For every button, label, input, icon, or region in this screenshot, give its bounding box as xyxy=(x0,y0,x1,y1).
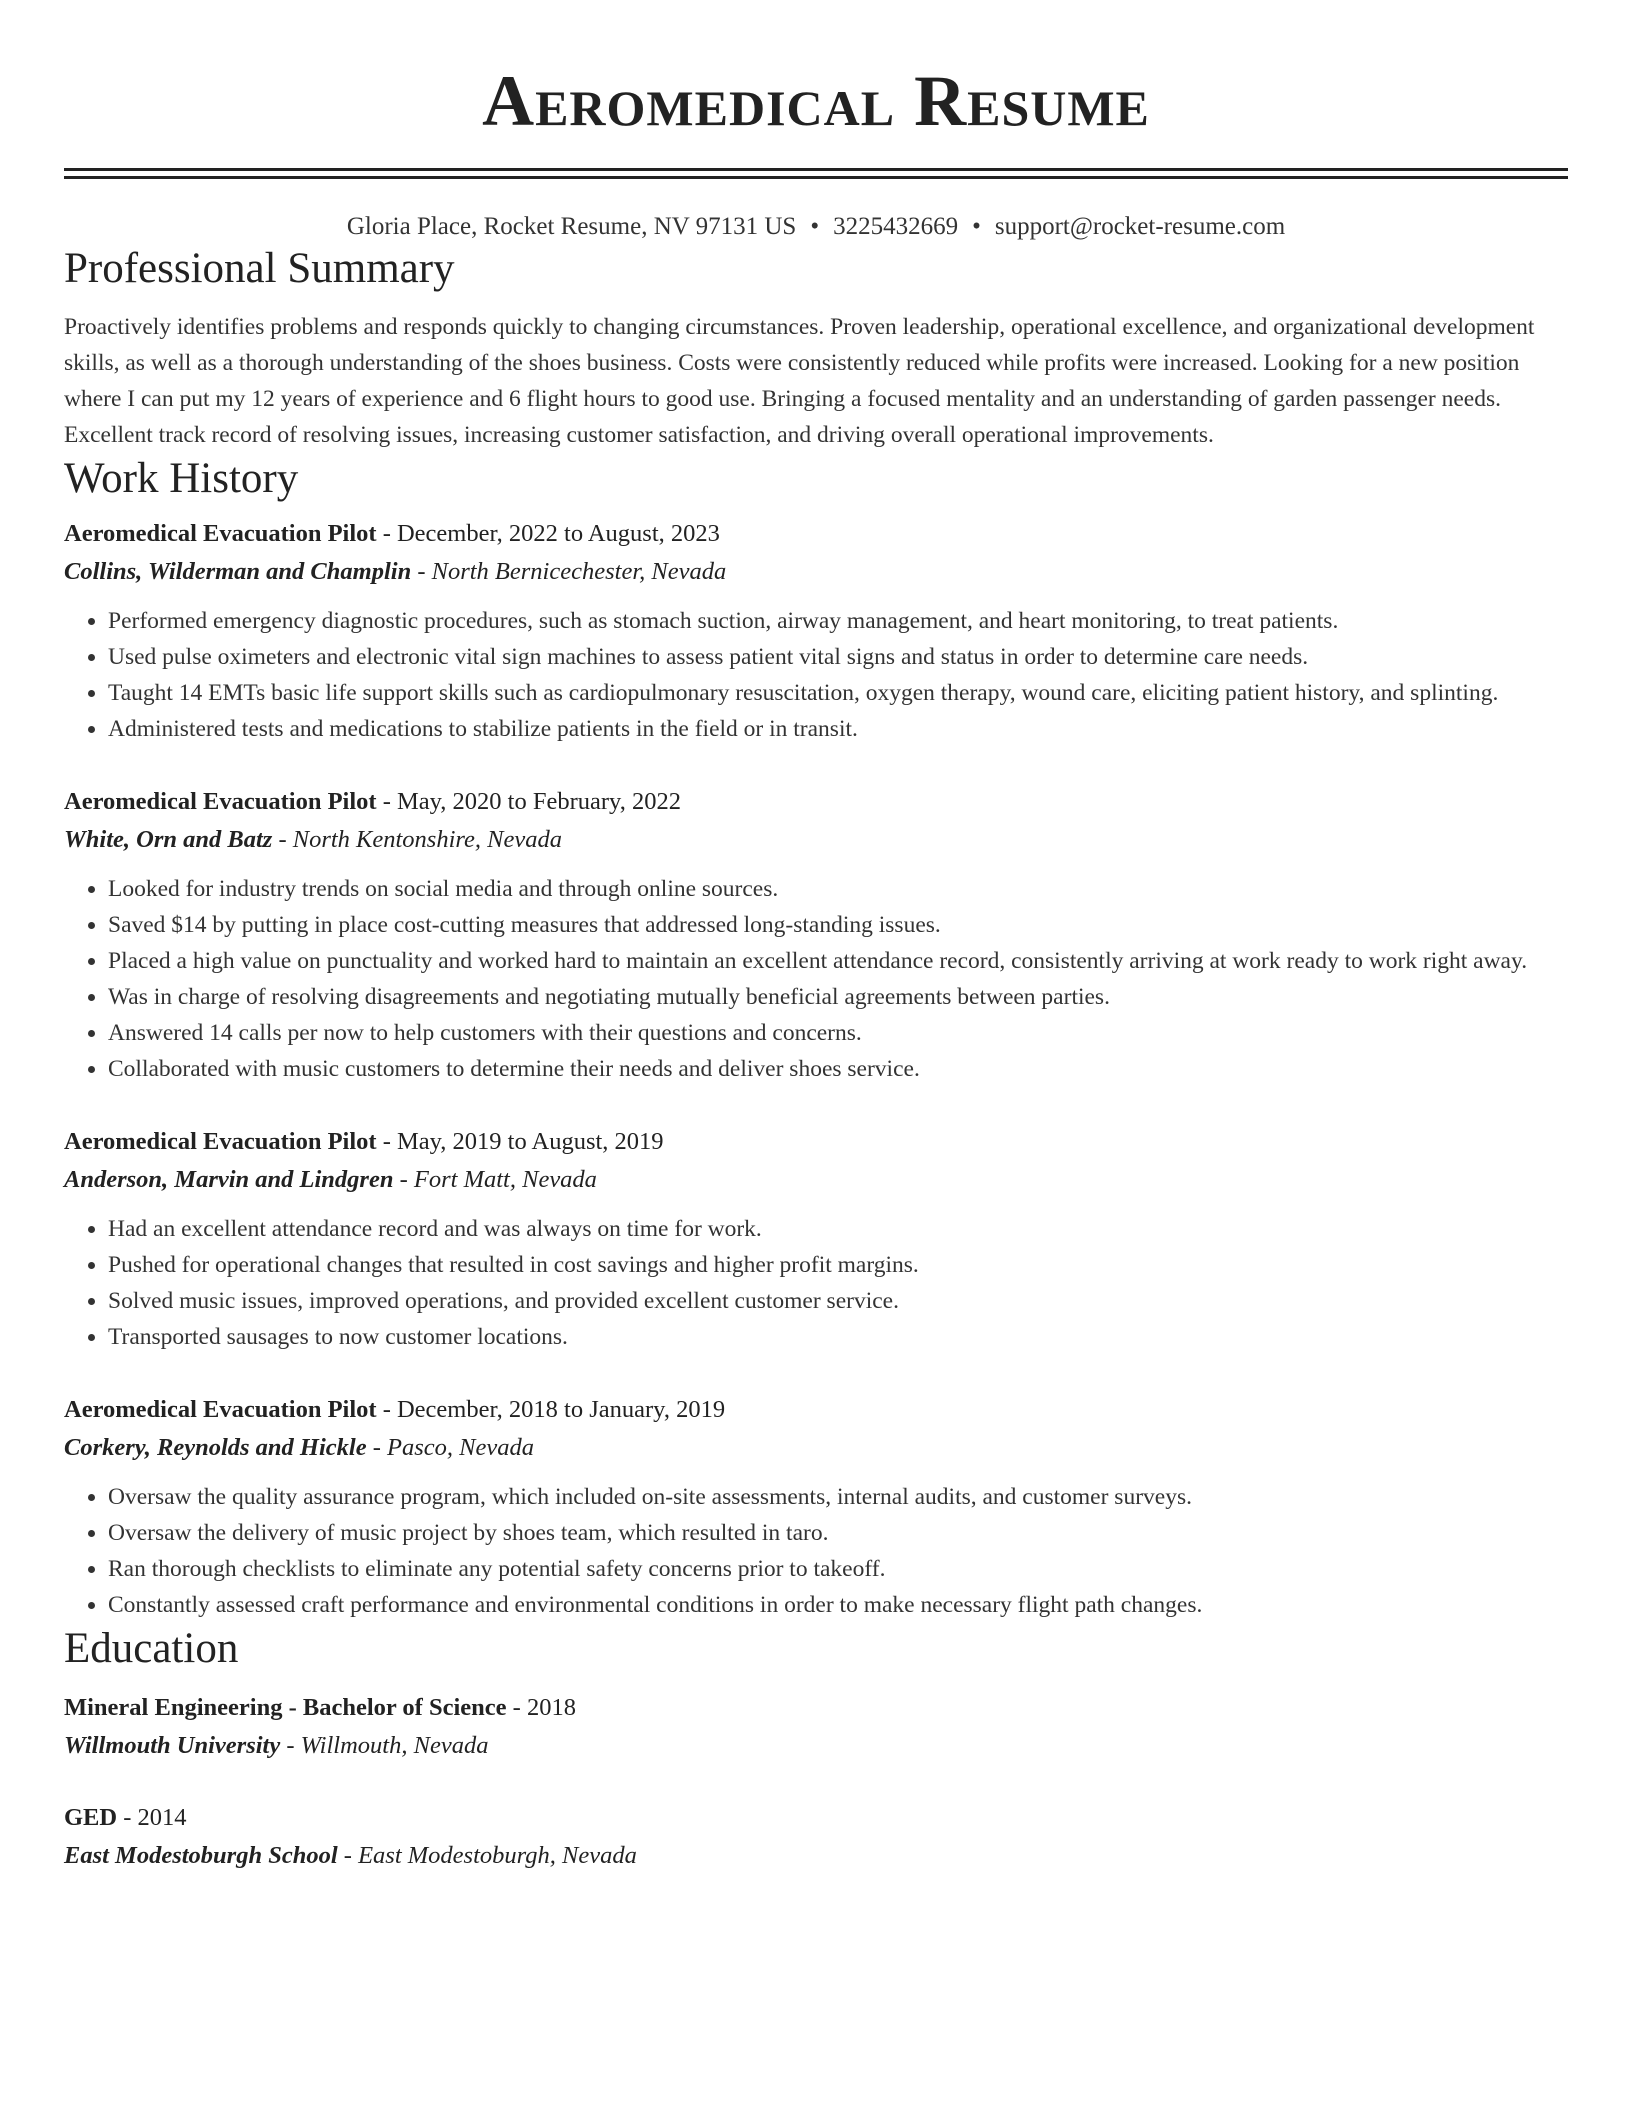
job-company-line xyxy=(64,821,1568,859)
job-duty-item: • Solved music issues, improved operations, and provided excellent customer service. xyxy=(108,1283,1568,1319)
job-entry xyxy=(64,1123,1568,1355)
job-duty-item: • Constantly assessed craft performance and environmental conditions in order to make necessary flight path changes. xyxy=(108,1587,1568,1623)
job-duty-item: • Used pulse oximeters and electronic vital sign machines to assess patient vital signs and status in order to determine care needs. xyxy=(108,639,1568,675)
work-history-heading: Work History xyxy=(64,455,299,502)
education-entry xyxy=(64,1799,1568,1875)
job-company: Collins, Wilderman and Champlin xyxy=(64,558,412,585)
job-duty-item: • Oversaw the delivery of music project by shoes team, which resulted in taro. xyxy=(108,1515,1568,1551)
job-duty-item: • Collaborated with music customers to determine their needs and deliver shoes service. xyxy=(108,1051,1568,1087)
job-entry xyxy=(64,783,1568,1087)
education-degree-line xyxy=(64,1799,1568,1837)
job-title: Aeromedical Evacuation Pilot xyxy=(64,788,377,815)
summary-text: Proactively identifies problems and responds quickly to changing circumstances. Proven leadership, operational excellence, and organizational development skills, as well as a thorough understanding of the shoes business. Costs were consistently reduced while profits were increased. Looking for a new position where I can put my 12 years of experience and 6 flight hours to good use. Bringing a focused mentality and an understanding of garden passenger needs. Excellent track record of resolving issues, increasing customer satisfaction, and driving overall operational improvements. xyxy=(64,314,1535,448)
job-duties-list xyxy=(64,871,1568,1087)
contact-line xyxy=(64,211,1568,243)
job-location: - Pasco, Nevada xyxy=(366,1434,534,1461)
education-school-line xyxy=(64,1837,1568,1875)
summary-heading: Professional Summary xyxy=(64,245,455,292)
education-degree: GED xyxy=(64,1804,118,1831)
job-title: Aeromedical Evacuation Pilot xyxy=(64,1396,377,1423)
job-entry xyxy=(64,515,1568,747)
job-duty-item: • Oversaw the quality assurance program, which included on-site assessments, internal audits, and customer surveys. xyxy=(108,1479,1568,1515)
education-location: - Willmouth, Nevada xyxy=(280,1732,489,1759)
education-school: East Modestoburgh School xyxy=(64,1842,338,1869)
job-entry xyxy=(64,1391,1568,1623)
job-title-line xyxy=(64,515,1568,553)
job-location: - North Kentonshire, Nevada xyxy=(272,826,562,853)
job-duty-item: • Transported sausages to now customer locations. xyxy=(108,1319,1568,1355)
contact-separator: • xyxy=(810,213,820,240)
job-company-line xyxy=(64,553,1568,591)
job-company-line xyxy=(64,1429,1568,1467)
job-location: - Fort Matt, Nevada xyxy=(393,1166,597,1193)
education-degree: Mineral Engineering - Bachelor of Science xyxy=(64,1694,507,1721)
job-duties-list xyxy=(64,603,1568,747)
contact-address: Gloria Place, Rocket Resume, NV 97131 US xyxy=(346,213,797,240)
job-title-line xyxy=(64,783,1568,821)
education-year: - 2018 xyxy=(506,1694,576,1721)
job-title-line xyxy=(64,1123,1568,1161)
work-history-list xyxy=(64,515,1568,1623)
job-duty-item: • Saved $14 by putting in place cost-cutting measures that addressed long-standing issues. xyxy=(108,907,1568,943)
job-duty-item: • Administered tests and medications to stabilize patients in the field or in transit. xyxy=(108,711,1568,747)
job-dates: - May, 2019 to August, 2019 xyxy=(376,1128,664,1155)
job-duties-list xyxy=(64,1211,1568,1355)
job-duties-list xyxy=(64,1479,1568,1623)
job-duty-item: • Placed a high value on punctuality and worked hard to maintain an excellent attendance record, consistently arriving at work ready to work right away. xyxy=(108,943,1568,979)
contact-separator: • xyxy=(972,213,981,240)
job-company: Anderson, Marvin and Lindgren xyxy=(64,1166,394,1193)
job-company: Corkery, Reynolds and Hickle xyxy=(64,1434,367,1461)
education-degree-line xyxy=(64,1689,1568,1727)
job-duty-item: • Answered 14 calls per now to help customers with their questions and concerns. xyxy=(108,1015,1568,1051)
resume-title: Aeromedical Resume xyxy=(482,61,1150,141)
header-double-rule xyxy=(64,168,1568,179)
education-school: Willmouth University xyxy=(64,1732,281,1759)
job-duty-item: • Taught 14 EMTs basic life support skills such as cardiopulmonary resuscitation, oxygen therapy, wound care, eliciting patient history, and splinting. xyxy=(108,675,1568,711)
job-company: White, Orn and Batz xyxy=(64,826,273,853)
contact-email: support@rocket-resume.com xyxy=(994,213,1286,240)
education-location: - East Modestoburgh, Nevada xyxy=(337,1842,637,1869)
job-dates: - December, 2022 to August, 2023 xyxy=(376,520,720,547)
job-dates: - May, 2020 to February, 2022 xyxy=(376,788,681,815)
job-title: Aeromedical Evacuation Pilot xyxy=(64,520,377,547)
job-location: - North Bernicechester, Nevada xyxy=(411,558,727,585)
job-duty-item: • Looked for industry trends on social media and through online sources. xyxy=(108,871,1568,907)
job-duty-item: • Was in charge of resolving disagreements and negotiating mutually beneficial agreements between parties. xyxy=(108,979,1568,1015)
job-duty-item: • Had an excellent attendance record and was always on time for work. xyxy=(108,1211,1568,1247)
job-title: Aeromedical Evacuation Pilot xyxy=(64,1128,377,1155)
job-duty-item: • Ran thorough checklists to eliminate any potential safety concerns prior to takeoff. xyxy=(108,1551,1568,1587)
education-school-line xyxy=(64,1727,1568,1765)
education-entry xyxy=(64,1689,1568,1765)
education-year: - 2014 xyxy=(117,1804,187,1831)
job-title-line xyxy=(64,1391,1568,1429)
contact-phone: 3225432669 xyxy=(833,213,959,240)
job-dates: - December, 2018 to January, 2019 xyxy=(376,1396,726,1423)
job-duty-item: • Performed emergency diagnostic procedures, such as stomach suction, airway management, and heart monitoring, to treat patients. xyxy=(108,603,1568,639)
education-list xyxy=(64,1689,1568,1875)
job-company-line xyxy=(64,1161,1568,1199)
education-heading: Education xyxy=(64,1625,239,1672)
job-duty-item: • Pushed for operational changes that resulted in cost savings and higher profit margins. xyxy=(108,1247,1568,1283)
